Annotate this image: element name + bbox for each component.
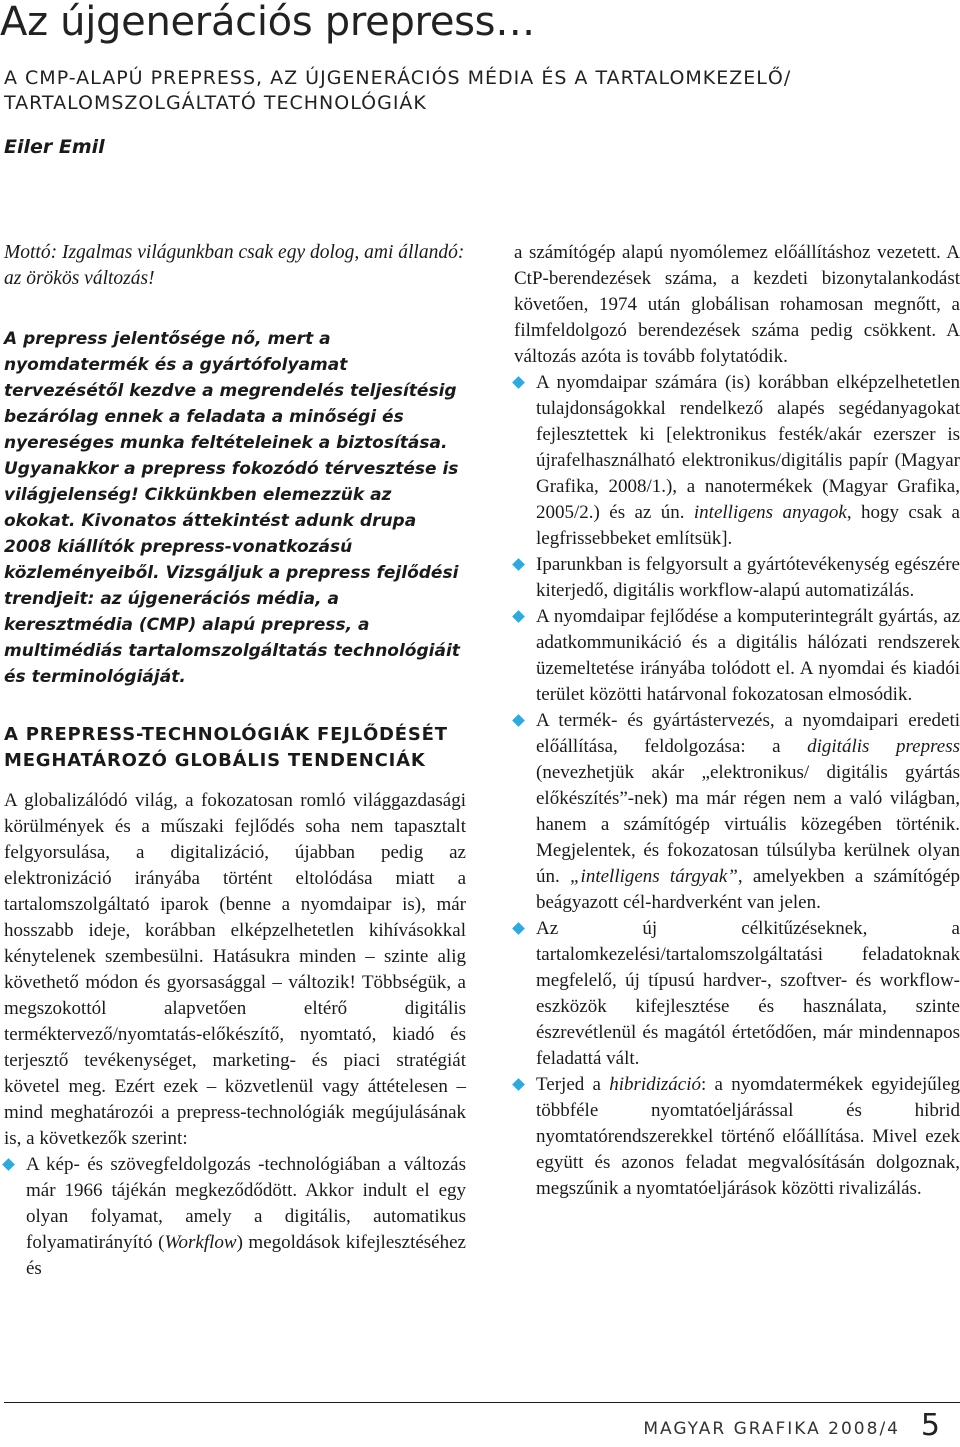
article-author: Eiler Emil: [4, 136, 105, 158]
list-item-text: Az új célkitűzéseknek, a tartalomkezelési/tartalomszolgáltatási feladatoknak megfelelő, új típusú hardver-, szoftver- és workflow-eszközök kifejlesztése és használata, szinte észrevétlenül és magától értetődően, már mindennapos feladattá vált.: [536, 918, 960, 1069]
right-column: [514, 240, 960, 1202]
list-item-emphasis: digitális prepress: [807, 736, 960, 757]
list-item-text: A nyomdaipar fejlődése a komputerintegrált gyártás, az adatkommunikáció és a digitális hálózati rendszerek üzemeltetése irányába tolódott el. A nyomdai és kiadói terület közötti határvonal fokozatosan elmosódik.: [536, 606, 960, 705]
list-item-emphasis-2: „intelligens tárgyak”: [569, 866, 738, 887]
continuation-paragraph: a számítógép alapú nyomólemez előállításhoz vezetett. A CtP-berendezések száma, a kezdeti bizonytalankodást követően, 1974 után globálisan rohamosan megnőtt, a filmfeldolgozó berendezések száma pedig csökkent. A változás azóta is tovább folytatódik.: [514, 242, 960, 367]
list-item-text-end: , amelyekben a számítógép beágyazott cél-hardverként van jelen.: [536, 866, 960, 913]
list-item-text-end: , hogy csak a legfrissebbeket említsük].: [536, 502, 960, 549]
diamond-bullet-icon: [512, 714, 525, 727]
list-item: [514, 604, 960, 708]
section-heading: A PREPRESS-TECHNOLÓGIÁK FEJLŐDÉSÉT MEGHATÁROZÓ GLOBÁLIS TENDENCIÁK: [4, 724, 448, 771]
list-item-text: Iparunkban is felgyorsult a gyártótevékenység egészére kiterjedő, digitális workflow-alapú automatizálás.: [536, 554, 960, 601]
list-item-text-end: ) megoldások kifejlesztéséhez és: [26, 1232, 466, 1279]
list-item-emphasis: hibridizáció: [609, 1074, 702, 1095]
article-title: Az újgenerációs prepress…: [0, 0, 535, 45]
bullet-list-left: [4, 1152, 466, 1282]
list-item-emphasis: Workflow: [164, 1232, 237, 1253]
diamond-bullet-icon: [512, 922, 525, 935]
footer-rule: [4, 1402, 960, 1403]
list-item-text: A termék- és gyártástervezés, a nyomdaipari eredeti előállítása, feldolgozása: a: [536, 710, 960, 757]
list-item-text-mid: (nevezhetjük akár „elektronikus/ digitális gyártás előkészítés”-nek) ma már régen nem a való világban, hanem a számítógép virtuális közegében történik. Megjelentek, és fokozatosan túlsúlyba kerülnek olyan ún.: [536, 762, 960, 887]
list-item: [4, 1152, 466, 1282]
diamond-bullet-icon: [2, 1158, 15, 1171]
list-item: [514, 1072, 960, 1202]
article-subtitle: A CMP-ALAPÚ PREPRESS, AZ ÚJGENERÁCIÓS MÉDIA ÉS A TARTALOMKEZELŐ/ TARTALOMSZOLGÁLTATÓ TECHNOLÓGIÁK: [4, 67, 792, 114]
abstract: A prepress jelentősége nő, mert a nyomdatermék és a gyártófolyamat tervezésétől kezdve a megrendelés teljesítésig bezárólag ennek a feladata a minőségi és nyereséges munka feltételeinek a biztosítása. Ugyanakkor a prepress fokozódó térvesztése is világjelenség! Cikkünkben elemezzük az okokat. Kivonatos áttekintést adunk drupa 2008 kiállítók prepress-vonatkozású közleményeiből. Vizsgáljuk a prepress fejlődési trendjeit: az újgenerációs média, a keresztmédia (CMP) alapú prepress, a multimédiás tartalomszolgáltatás technológiáit és terminológiáját.: [4, 329, 460, 687]
diamond-bullet-icon: [512, 1078, 525, 1091]
list-item-emphasis: intelligens anyagok: [693, 502, 847, 523]
diamond-bullet-icon: [512, 610, 525, 623]
list-item-text: A nyomdaipar számára (is) korábban elképzelhetetlen tulajdonságokkal rendelkező alapés segédanyagokat fejlesztettek ki [elektronikus festék/akár ezerszer is újrafelhasználható elektronikus/digitális papír (Magyar Grafika, 2008/1.), a nanotermékek (Magyar Grafika, 2005/2.) és az ún.: [536, 372, 960, 523]
list-item-text-end: : a nyomdatermékek egyidejűleg többféle nyomtatóeljárással és hibrid nyomtatórendszerekkel történő előállítása. Mivel ezek együtt és azonos feladat megvalósításán dolgoznak, megszűnik a nyomtatóeljárások közötti rivalizálás.: [536, 1074, 960, 1199]
motto: Mottó: Izgalmas világunkban csak egy dolog, ami állandó: az örökös változás!: [4, 242, 465, 289]
list-item: [514, 370, 960, 552]
left-column: [4, 240, 466, 1282]
diamond-bullet-icon: [512, 376, 525, 389]
bullet-list-right: [514, 370, 960, 1202]
footer-magazine: MAGYAR GRAFIKA 2008/4: [643, 1419, 900, 1439]
body-paragraph: A globalizálódó világ, a fokozatosan romló világgazdasági körülmények és a műszaki fejlődés soha nem tapasztalt felgyorsulása, a digitalizáció, újabban pedig az elektronizáció irányába történt eltolódása miatt a tartalomszolgáltató iparok (benne a nyomdaipar is), már hosszabb ideje, korábban elképzelhetetlen kihívásokkal kénytelenek szembesülni. Hatásukra minden – szinte alig követhető módon és gyorsasággal – változik! Többségük, a megszokottól alapvetően eltérő digitális terméktervező/nyomtatás-előkészítő, nyomtató, kiadó és terjesztő tevékenységet, marketing- és piaci stratégiát követel meg. Ezért ezek – közvetlenül vagy áttételesen – mind meghatározói a prepress-technológiák megújulásának is, a következők szerint:: [4, 790, 466, 1149]
diamond-bullet-icon: [512, 558, 525, 571]
list-item: [514, 708, 960, 916]
page-number: 5: [920, 1408, 940, 1443]
list-item: [514, 916, 960, 1072]
list-item-text: Terjed a: [536, 1074, 610, 1095]
list-item-text: A kép- és szövegfeldolgozás -technológiában a változás már 1966 tájékán megkeződődött. Akkor indult el egy olyan folyamat, amely a digitális, automatikus folyamatirányító (: [26, 1154, 466, 1253]
list-item: [514, 552, 960, 604]
